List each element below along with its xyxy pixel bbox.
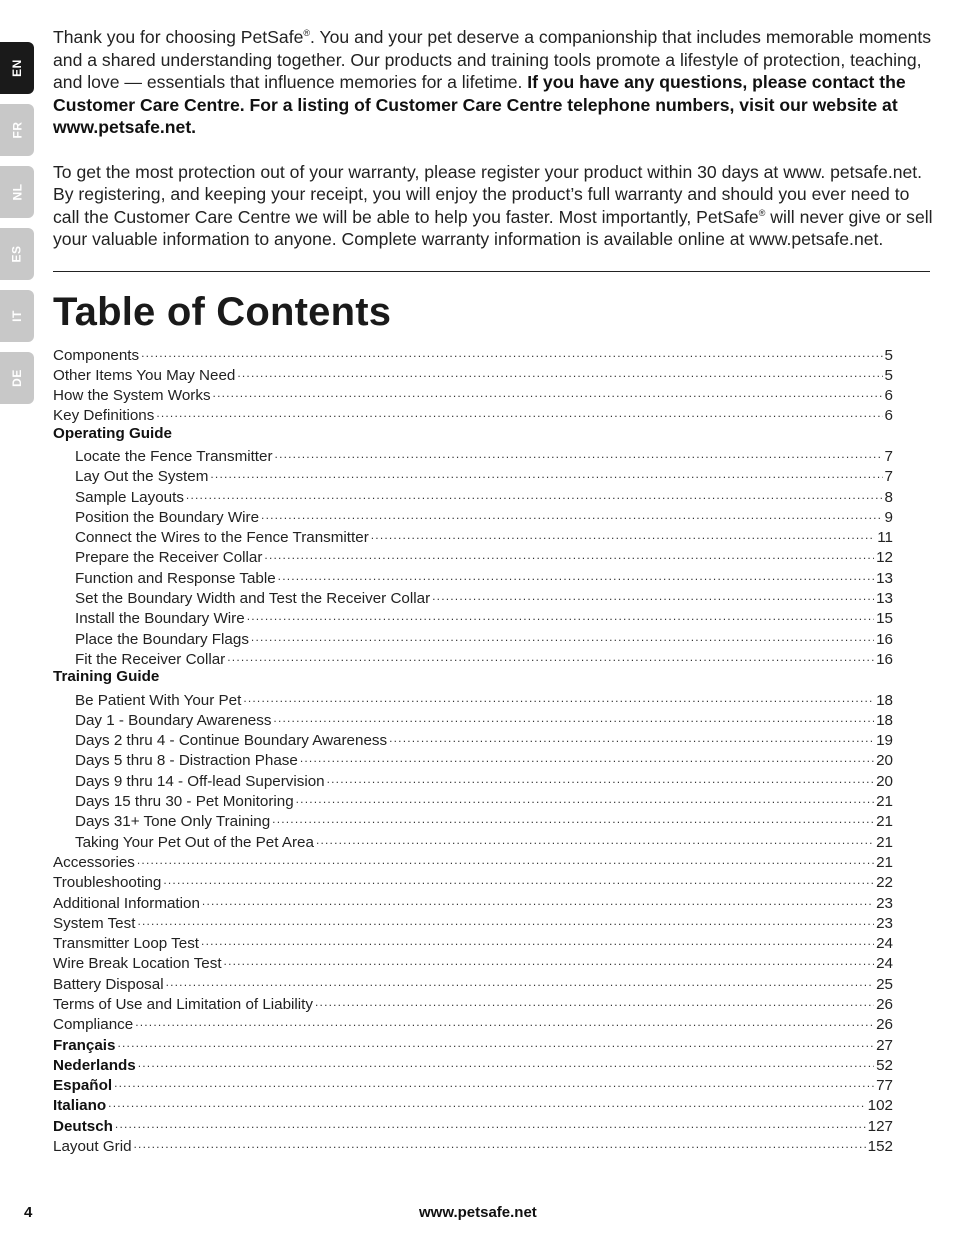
- dot-leader: [275, 445, 883, 461]
- toc-entry[interactable]: [53, 445, 893, 465]
- toc-entry-title: Terms of Use and Limitation of Liability: [53, 996, 313, 1013]
- dot-leader: [316, 831, 874, 847]
- toc-entry-page: 15: [876, 610, 893, 628]
- dot-leader: [202, 892, 874, 908]
- dot-leader: [327, 770, 875, 786]
- toc-entry-page: 21: [876, 833, 893, 851]
- toc-entry-title: Position the Boundary Wire: [75, 508, 260, 526]
- registered-mark: ®: [303, 28, 311, 39]
- toc-entry-title: How the System Works: [53, 387, 211, 405]
- registered-mark: ®: [758, 207, 766, 218]
- toc-entry-title: Place the Boundary Flags: [75, 630, 249, 648]
- dot-leader: [210, 465, 882, 481]
- dot-leader: [115, 1115, 866, 1131]
- lang-tab-label: EN: [9, 59, 24, 77]
- toc-entry-title: Key Definitions: [53, 407, 155, 425]
- toc-entry-title: Battery Disposal: [53, 975, 164, 993]
- lang-tab-fr[interactable]: [0, 104, 34, 156]
- table-of-contents: [53, 344, 893, 1156]
- toc-entry[interactable]: [53, 486, 893, 506]
- dot-leader: [247, 607, 874, 623]
- toc-entry-title: Accessories: [53, 853, 135, 871]
- intro-paragraph-2: [53, 161, 933, 251]
- lang-tab-de[interactable]: [0, 352, 34, 404]
- toc-entry-page: 18: [876, 691, 893, 709]
- toc-entry-title: Layout Grid: [53, 1138, 132, 1156]
- toc-section-heading: [53, 668, 893, 688]
- toc-entry[interactable]: [53, 973, 893, 993]
- toc-entry-page: 19: [876, 732, 893, 750]
- toc-entry-title: Install the Boundary Wire: [75, 610, 245, 628]
- toc-entry-title: Locate the Fence Transmitter: [75, 447, 273, 465]
- toc-entry[interactable]: [53, 892, 893, 912]
- toc-entry-title: Deutsch: [53, 1117, 113, 1135]
- toc-entry[interactable]: [53, 790, 893, 810]
- toc-entry-page: 26: [876, 1016, 893, 1034]
- toc-entry-title: Days 31+ Tone Only Training: [75, 813, 271, 831]
- toc-entry[interactable]: [53, 831, 893, 851]
- toc-entry-page: 12: [876, 549, 893, 567]
- lang-tab-nl[interactable]: [0, 166, 34, 218]
- toc-entry[interactable]: [53, 1013, 893, 1033]
- toc-entry-page: 11: [877, 529, 893, 547]
- dot-leader: [134, 1135, 866, 1151]
- toc-entry-title: System Test: [53, 914, 136, 932]
- intro-text: . You and your pet deserve a companionship that includes memorable moments and a shared understanding together. Our products and training tools promote a lifestyle of protection, teaching, and love — essentials that influence memories for a lifetime.: [53, 27, 932, 92]
- warranty-text: will never give or sell your valuable information to anyone. Complete warranty information is available online at www.petsafe.net.: [53, 206, 933, 249]
- footer-url[interactable]: www.petsafe.net: [419, 1204, 537, 1221]
- toc-entry-title: Be Patient With Your Pet: [75, 691, 242, 709]
- dot-leader: [272, 810, 874, 826]
- toc-entry-page: 9: [884, 508, 893, 526]
- dot-leader: [261, 506, 883, 522]
- lang-tab-label: FR: [10, 121, 24, 139]
- lang-tab-es[interactable]: [0, 228, 34, 280]
- toc-entry-title: Days 5 thru 8 - Distraction Phase: [75, 752, 298, 770]
- section-divider: [53, 271, 930, 272]
- dot-leader: [108, 1094, 865, 1110]
- dot-leader: [156, 404, 882, 420]
- toc-entry[interactable]: [53, 546, 893, 566]
- toc-entry-page: 23: [876, 914, 893, 932]
- toc-entry-page: 21: [876, 813, 893, 831]
- toc-entry[interactable]: [53, 587, 893, 607]
- toc-entry[interactable]: [53, 729, 893, 749]
- toc-entry-page: 20: [876, 772, 893, 790]
- dot-leader: [186, 486, 883, 502]
- page-content: [53, 26, 933, 1155]
- dot-leader: [135, 1013, 874, 1029]
- toc-entry-title: Connect the Wires to the Fence Transmitter: [75, 529, 369, 547]
- toc-entry-page: 8: [884, 488, 893, 506]
- toc-entry[interactable]: [53, 648, 893, 668]
- toc-entry[interactable]: [53, 851, 893, 871]
- toc-entry[interactable]: [53, 607, 893, 627]
- toc-entry-title: Italiano: [53, 1097, 107, 1115]
- toc-entry[interactable]: [53, 344, 893, 364]
- intro-section: [53, 26, 933, 251]
- toc-entry-page: 52: [876, 1056, 893, 1074]
- toc-entry-title: Days 15 thru 30 - Pet Monitoring: [75, 793, 294, 811]
- toc-entry[interactable]: [53, 1034, 893, 1054]
- toc-entry-title: Function and Response Table: [75, 569, 276, 587]
- intro-paragraph-1: [53, 26, 933, 139]
- toc-entry-title: Compliance: [53, 1016, 134, 1034]
- toc-entry-page: 24: [876, 935, 893, 953]
- dot-leader: [141, 344, 882, 360]
- dot-leader: [114, 1074, 874, 1090]
- dot-leader: [300, 749, 874, 765]
- toc-entry-title: Français: [53, 1036, 116, 1054]
- toc-entry-title: Days 9 thru 14 - Off-lead Supervision: [75, 772, 325, 790]
- toc-entry[interactable]: [53, 364, 893, 384]
- toc-entry-page: 26: [876, 996, 893, 1013]
- customer-care-notice: If you have any questions, please contact the Customer Care Centre. For a listing of Customer Care Centre telephone numbers, visit our website at www.petsafe.net.: [53, 72, 906, 137]
- toc-entry-title: Español: [53, 1077, 113, 1095]
- toc-entry-title: Sample Layouts: [75, 488, 184, 506]
- toc-entry-page: 16: [876, 630, 893, 648]
- toc-entry[interactable]: [53, 384, 893, 404]
- toc-entry-title: Lay Out the System: [75, 468, 209, 486]
- dot-leader: [315, 993, 874, 1009]
- toc-entry-page: 18: [876, 711, 893, 729]
- toc-entry-page: 5: [884, 346, 893, 364]
- toc-entry[interactable]: [53, 506, 893, 526]
- toc-entry[interactable]: [53, 749, 893, 769]
- toc-entry-page: 13: [876, 590, 893, 608]
- toc-entry-title: Day 1 - Boundary Awareness: [75, 711, 272, 729]
- lang-tab-label: IT: [9, 310, 24, 322]
- toc-entry[interactable]: [53, 993, 893, 1013]
- dot-leader: [389, 729, 874, 745]
- toc-entry-page: 7: [884, 468, 893, 486]
- toc-entry[interactable]: [53, 567, 893, 587]
- toc-entry-title: Operating Guide: [53, 424, 172, 442]
- dot-leader: [278, 567, 874, 583]
- toc-entry[interactable]: [53, 404, 893, 424]
- toc-entry-page: 20: [876, 752, 893, 770]
- toc-entry-title: Set the Boundary Width and Test the Receiver Collar: [75, 590, 431, 608]
- toc-entry-title: Troubleshooting: [53, 874, 162, 892]
- toc-entry-page: 25: [876, 975, 893, 993]
- toc-entry[interactable]: [53, 689, 893, 709]
- dot-leader: [273, 709, 874, 725]
- toc-entry-title: Prepare the Receiver Collar: [75, 549, 263, 567]
- toc-entry-page: 6: [884, 407, 893, 425]
- toc-entry-page: 22: [876, 874, 893, 892]
- lang-tab-label: NL: [10, 183, 24, 201]
- toc-entry-page: 21: [876, 853, 893, 871]
- toc-entry[interactable]: [53, 770, 893, 790]
- toc-entry[interactable]: [53, 1115, 893, 1135]
- toc-entry[interactable]: [53, 932, 893, 952]
- warranty-text: To get the most protection out of your warranty, please register your product within 30 days at www. petsafe.net. By registering, and keeping your receipt, you will enjoy the product’s full warranty and should you ever need to call the Customer Care Centre we will be able to help you faster. Most importantly, PetSafe: [53, 161, 923, 227]
- toc-entry-page: 127: [867, 1117, 893, 1135]
- toc-entry-title: Nederlands: [53, 1056, 136, 1074]
- toc-entry[interactable]: [53, 1054, 893, 1074]
- dot-leader: [371, 526, 875, 542]
- toc-entry[interactable]: [53, 810, 893, 830]
- toc-entry[interactable]: [53, 1074, 893, 1094]
- dot-leader: [138, 1054, 874, 1070]
- toc-entry[interactable]: [53, 628, 893, 648]
- lang-tab-en[interactable]: [0, 42, 34, 94]
- lang-tab-it[interactable]: [0, 290, 34, 342]
- toc-entry-title: Transmitter Loop Test: [53, 935, 200, 953]
- toc-entry-page: 5: [884, 366, 893, 384]
- toc-entry-page: 27: [876, 1036, 893, 1054]
- dot-leader: [227, 648, 874, 664]
- dot-leader: [166, 973, 875, 989]
- toc-entry[interactable]: [53, 465, 893, 485]
- toc-entry[interactable]: [53, 952, 893, 972]
- toc-entry[interactable]: [53, 1135, 893, 1155]
- toc-entry-page: 16: [876, 650, 893, 668]
- toc-entry[interactable]: [53, 1094, 893, 1114]
- intro-text: Thank you for choosing PetSafe: [53, 27, 304, 47]
- dot-leader: [296, 790, 874, 806]
- toc-entry-title: Wire Break Location Test: [53, 955, 222, 973]
- page-number: 4: [24, 1204, 33, 1221]
- toc-entry-title: Other Items You May Need: [53, 366, 236, 384]
- toc-section-heading: [53, 425, 893, 445]
- toc-entry[interactable]: [53, 709, 893, 729]
- dot-leader: [432, 587, 874, 603]
- toc-entry[interactable]: [53, 871, 893, 891]
- toc-entry-page: 7: [884, 447, 893, 465]
- toc-entry-title: Additional Information: [53, 894, 200, 912]
- toc-entry-page: 152: [867, 1138, 893, 1156]
- language-tabs: [0, 42, 34, 414]
- dot-leader: [264, 546, 874, 562]
- dot-leader: [163, 871, 874, 887]
- dot-leader: [243, 689, 874, 705]
- dot-leader: [201, 932, 874, 948]
- dot-leader: [237, 364, 882, 380]
- toc-entry-page: 77: [876, 1077, 893, 1095]
- toc-entry-page: 13: [876, 569, 893, 587]
- dot-leader: [224, 952, 875, 968]
- toc-entry-title: Components: [53, 346, 140, 364]
- dot-leader: [137, 851, 874, 867]
- toc-entry[interactable]: [53, 526, 893, 546]
- toc-entry-title: Training Guide: [53, 668, 160, 686]
- dot-leader: [213, 384, 883, 400]
- toc-entry-page: 23: [876, 894, 893, 912]
- lang-tab-label: DE: [9, 369, 24, 387]
- toc-entry-title: Days 2 thru 4 - Continue Boundary Awareness: [75, 732, 388, 750]
- toc-entry-page: 21: [876, 793, 893, 811]
- toc-entry-title: Taking Your Pet Out of the Pet Area: [75, 833, 314, 851]
- toc-entry[interactable]: [53, 912, 893, 932]
- toc-entry-page: 102: [867, 1097, 893, 1115]
- dot-leader: [117, 1034, 874, 1050]
- toc-entry-title: Fit the Receiver Collar: [75, 650, 226, 668]
- toc-entry-page: 24: [876, 955, 893, 973]
- dot-leader: [137, 912, 874, 928]
- toc-entry-page: 6: [884, 387, 893, 405]
- dot-leader: [251, 628, 874, 644]
- lang-tab-label: ES: [9, 245, 24, 263]
- toc-title: Table of Contents: [53, 289, 392, 334]
